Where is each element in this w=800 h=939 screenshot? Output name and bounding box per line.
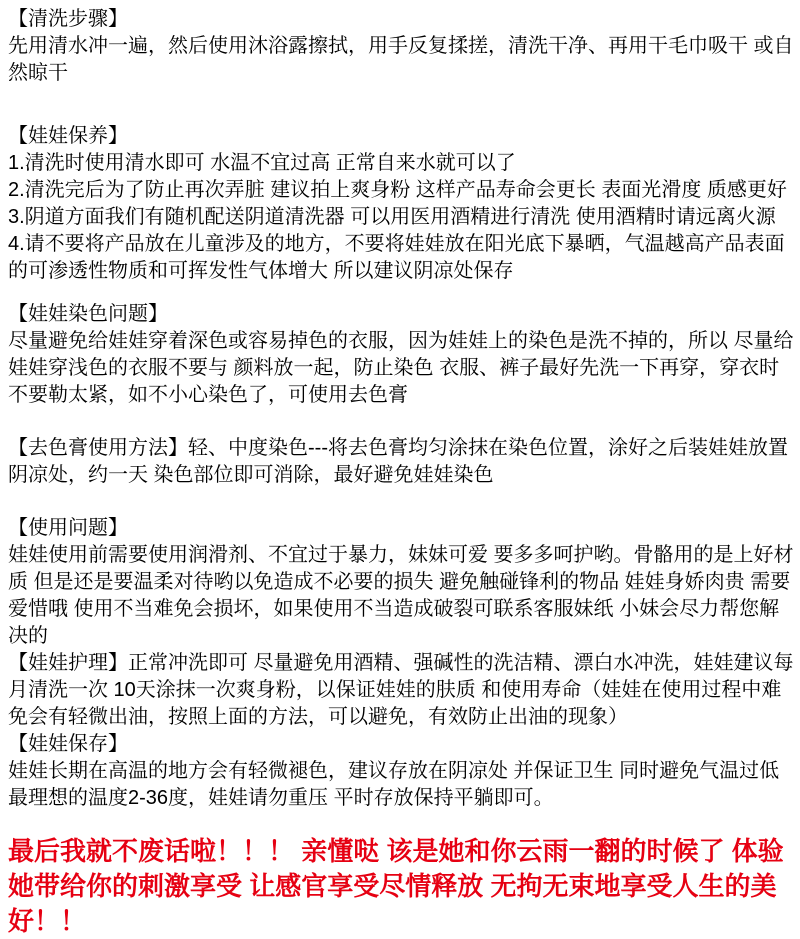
section-title-doll-maintenance: 【娃娃保养】 [8, 125, 128, 147]
paragraph-usage-issues: 娃娃使用前需要使用润滑剂、不宜过于暴力，妹妹可爱 要多多呵护哟。骨骼用的是上好材质 但是还是要温柔对待哟以免造成不必要的损失 避免触碰锋利的物品 娃娃身娇肉贵 需要爱惜哦 使用不当难免会损坏，如果使用不当造成破裂可联系客服妹纸 小妹会尽力帮您解决的 [8, 544, 794, 647]
section-title-doll-storage: 【娃娃保存】 [8, 733, 128, 755]
paragraph-cleaning-steps: 先用清水冲一遍，然后使用沐浴露擦拭，用手反复揉搓，清洗干净、再用干毛巾吸干 或自然晾干 [8, 35, 794, 84]
section-title-usage-issues: 【使用问题】 [8, 517, 128, 539]
maintenance-item-4: 4.请不要将产品放在儿童涉及的地方，不要将娃娃放在阳光底下暴晒，气温越高产品表面的可渗透性物质和可挥发性气体增大 所以建议阴凉处保存 [8, 233, 785, 282]
closing-promo-text: 最后我就不废话啦！！！ 亲懂哒 该是她和你云雨一翻的时候了 体验她带给你的刺激享受 让感官享受尽情释放 无拘无束地享受人生的美好！！ [8, 836, 784, 936]
section-title-staining: 【娃娃染色问题】 [8, 303, 168, 325]
paragraph-doll-storage: 娃娃长期在高温的地方会有轻微褪色，建议存放在阴凉处 并保证卫生 同时避免气温过低 最理想的温度2-36度，娃娃请勿重压 平时存放保持平躺即可。 [8, 760, 780, 809]
maintenance-item-3: 3.阴道方面我们有随机配送阴道清洗器 可以用医用酒精进行清洗 使用酒精时请远离火源 [8, 206, 776, 228]
paragraph-staining: 尽量避免给娃娃穿着深色或容易掉色的衣服，因为娃娃上的染色是洗不掉的，所以 尽量给娃娃穿浅色的衣服不要与 颜料放一起，防止染色 衣服、裤子最好先洗一下再穿，穿衣时不要勒太紧，如不小心染色了，可使用去色膏 [8, 330, 794, 406]
section-title-cleaning-steps: 【清洗步骤】 [8, 8, 128, 30]
paragraph-decolor-cream-usage: 【去色膏使用方法】轻、中度染色---将去色膏均匀涂抹在染色位置，涂好之后装娃娃放置阴凉处，约一天 染色部位即可消除，最好避免娃娃染色 [8, 437, 788, 486]
maintenance-item-1: 1.清洗时使用清水即可 水温不宜过高 正常自来水就可以了 [8, 152, 516, 174]
maintenance-item-2: 2.清洗完后为了防止再次弄脏 建议拍上爽身粉 这样产品寿命会更长 表面光滑度 质感更好 [8, 179, 787, 201]
paragraph-doll-care: 【娃娃护理】正常冲洗即可 尽量避免用酒精、强碱性的洗洁精、漂白水冲洗，娃娃建议每月清洗一次 10天涂抹一次爽身粉，以保证娃娃的肤质 和使用寿命（娃娃在使用过程中难免会有轻微出油，按照上面的方法，可以避免，有效防止出油的现象） [8, 652, 794, 728]
